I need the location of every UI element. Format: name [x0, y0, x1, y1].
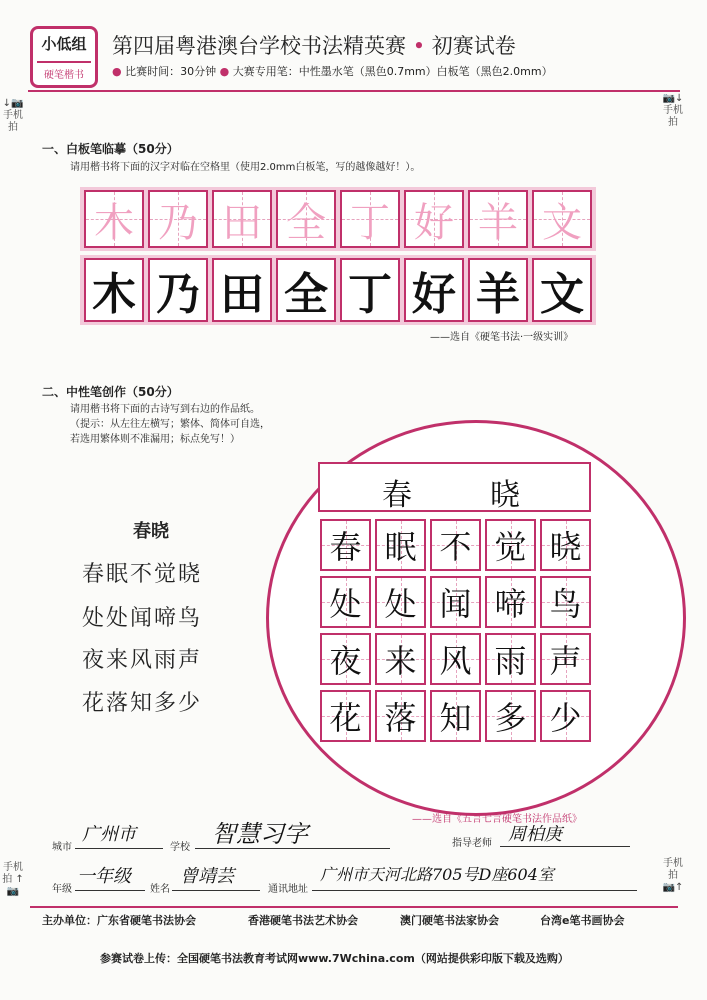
model-char-cell[interactable] — [212, 190, 272, 248]
page-title — [112, 30, 516, 60]
poem-line: 花落知多少 — [82, 691, 203, 716]
grid-char: 风 — [439, 642, 472, 680]
teacher-underline — [500, 846, 630, 847]
work-char-cell[interactable] — [320, 519, 371, 571]
organizer-item: 主办单位：广东省硬笔书法协会 — [42, 914, 196, 927]
grid-char: 羊 — [476, 269, 520, 320]
organizer-item: 澳门硬笔书法家协会 — [400, 914, 499, 927]
footer-divider — [30, 906, 678, 908]
work-char-cell[interactable] — [375, 690, 426, 742]
grid-char: 全 — [286, 199, 326, 246]
work-char-cell[interactable] — [485, 576, 536, 628]
grid-char: 知 — [439, 699, 472, 737]
model-char-cell[interactable] — [468, 190, 528, 248]
work-char-cell[interactable] — [540, 633, 591, 685]
bullet-icon: ● — [112, 65, 122, 78]
grade-underline — [75, 890, 145, 891]
poem-line: 处处闻啼鸟 — [82, 606, 203, 631]
work-char-cell[interactable] — [375, 519, 426, 571]
section2-instruction-3: 若选用繁体则不准漏用；标点免写！） — [70, 434, 240, 445]
title-main: 第四届粤港澳台学校书法精英赛 — [112, 34, 406, 58]
grid-char: 少 — [549, 699, 582, 737]
city-field[interactable]: 广州市 — [82, 824, 136, 845]
name-underline — [172, 890, 260, 891]
grade-label: 年级 — [52, 884, 72, 895]
grid-char: 啼 — [494, 585, 527, 623]
school-field[interactable]: 智慧习字 — [212, 820, 308, 848]
work-char-cell[interactable] — [485, 633, 536, 685]
city-underline — [75, 848, 163, 849]
section2-instruction-1: 请用楷书将下面的古诗写到右边的作品纸。 — [70, 404, 260, 415]
city-label: 城市 — [52, 842, 72, 853]
grid-char: 处 — [329, 585, 362, 623]
organizer-item: 台湾e笔书画协会 — [540, 914, 625, 927]
title-sub: 初赛试卷 — [431, 34, 516, 58]
copy-char-cell[interactable] — [468, 258, 528, 322]
copy-char-cell[interactable] — [340, 258, 400, 322]
section1-heading: 一、白板笔临摹（50分） — [42, 142, 179, 156]
section2-instruction-2: （提示：从左往左横写；繁体、简体可自选， — [70, 419, 270, 430]
grid-char: 夜 — [329, 642, 362, 680]
upload-note: 参赛试卷上传：全国硬笔书法教育考试网www.7Wchina.com（网站提供彩印版下载及选购） — [100, 952, 569, 965]
group-badge — [30, 26, 98, 88]
exam-info — [112, 63, 553, 79]
grid-char: 丁 — [350, 199, 390, 246]
grid-char: 田 — [220, 269, 264, 320]
grid-char: 鸟 — [549, 585, 582, 623]
model-char-cell[interactable] — [404, 190, 464, 248]
grid-char: 雨 — [494, 642, 527, 680]
grid-char: 来 — [384, 642, 417, 680]
grid-char: 晓 — [549, 528, 582, 566]
section1-source: ——选自《硬笔书法·一级实训》 — [430, 332, 574, 343]
grid-char: 处 — [384, 585, 417, 623]
section2-source: ——选自《五言七言硬笔书法作品纸》 — [412, 814, 582, 825]
grid-char: 田 — [222, 199, 262, 246]
work-char-cell[interactable] — [485, 690, 536, 742]
photo-mark-top-right: 📷↓ 手机拍 — [662, 93, 684, 128]
grid-char: 羊 — [478, 199, 518, 246]
copy-char-cell[interactable] — [404, 258, 464, 322]
work-char-cell[interactable] — [320, 690, 371, 742]
grid-char: 木 — [94, 199, 134, 246]
name-label: 姓名 — [150, 884, 170, 895]
work-char-cell[interactable] — [540, 519, 591, 571]
photo-mark-bottom-right: 手机拍 📷↑ — [662, 858, 684, 893]
section2-heading: 二、中性笔创作（50分） — [42, 385, 179, 399]
model-char-cell[interactable] — [276, 190, 336, 248]
model-char-cell[interactable] — [148, 190, 208, 248]
copy-char-cell[interactable] — [148, 258, 208, 322]
copy-char-cell[interactable] — [212, 258, 272, 322]
name-field[interactable]: 曾靖芸 — [180, 866, 234, 887]
grid-char: 春 — [329, 528, 362, 566]
work-char-cell[interactable] — [540, 690, 591, 742]
model-char-cell[interactable] — [532, 190, 592, 248]
header-divider — [28, 90, 680, 92]
grid-char: 文 — [542, 199, 582, 246]
work-char-cell[interactable] — [430, 576, 481, 628]
grade-field[interactable]: 一年级 — [77, 866, 131, 887]
grid-char: 全 — [284, 269, 328, 320]
grid-char: 觉 — [494, 528, 527, 566]
work-char-cell[interactable] — [320, 576, 371, 628]
grid-char: 多 — [494, 699, 527, 737]
poem-title: 春晓 — [133, 521, 169, 542]
grid-char: 眠 — [384, 528, 417, 566]
work-char-cell[interactable] — [320, 633, 371, 685]
work-title-char: 春 — [382, 478, 412, 513]
group-label: 小低组 — [41, 35, 87, 53]
work-char-cell[interactable] — [540, 576, 591, 628]
grid-char: 文 — [540, 269, 584, 320]
work-char-cell[interactable] — [430, 633, 481, 685]
work-char-cell[interactable] — [375, 576, 426, 628]
work-char-cell[interactable] — [375, 633, 426, 685]
grid-char: 好 — [412, 269, 456, 320]
photo-mark-top-left: ↓📷 手机拍 — [2, 98, 24, 133]
grid-char: 好 — [414, 199, 454, 246]
grid-char: 乃 — [156, 269, 200, 320]
work-title-box — [318, 462, 591, 512]
teacher-field[interactable]: 周柏庚 — [508, 824, 562, 845]
address-field[interactable]: 广州市天河北路705号D座604室 — [320, 865, 554, 884]
section1-instruction: 请用楷书将下面的汉字对临在空格里（使用2.0mm白板笔，写的越像越好！）。 — [70, 162, 421, 173]
grid-char: 木 — [92, 269, 136, 320]
work-char-cell[interactable] — [485, 519, 536, 571]
exam-time: 比赛时间：30分钟 — [125, 65, 217, 78]
photo-mark-bottom-left: 手机拍 ↑📷 — [2, 862, 24, 897]
work-char-cell[interactable] — [430, 519, 481, 571]
grid-char: 不 — [439, 528, 472, 566]
address-underline — [312, 890, 637, 891]
model-char-cell[interactable] — [340, 190, 400, 248]
poem-line: 春眠不觉晓 — [82, 562, 203, 587]
bullet-icon: ● — [219, 65, 230, 78]
grid-char: 落 — [384, 699, 417, 737]
title-dot: • — [412, 34, 426, 58]
organizer-item: 香港硬笔书法艺术协会 — [248, 914, 358, 927]
school-label: 学校 — [170, 842, 190, 853]
grid-char: 丁 — [348, 269, 392, 320]
grid-char: 乃 — [158, 199, 198, 246]
category-label: 硬笔楷书 — [37, 61, 91, 81]
work-char-cell[interactable] — [430, 690, 481, 742]
grid-char: 闻 — [439, 585, 472, 623]
copy-char-cell[interactable] — [532, 258, 592, 322]
exam-pen: 大赛专用笔：中性墨水笔（黑色0.7mm）白板笔（黑色2.0mm） — [232, 65, 553, 78]
grid-char: 声 — [549, 642, 582, 680]
poem-line: 夜来风雨声 — [82, 648, 203, 673]
teacher-label: 指导老师 — [452, 838, 492, 849]
copy-char-cell[interactable] — [84, 258, 144, 322]
grid-char: 花 — [329, 699, 362, 737]
work-title-char: 晓 — [490, 478, 520, 513]
model-char-cell[interactable] — [84, 190, 144, 248]
address-label: 通讯地址 — [268, 884, 308, 895]
copy-char-cell[interactable] — [276, 258, 336, 322]
